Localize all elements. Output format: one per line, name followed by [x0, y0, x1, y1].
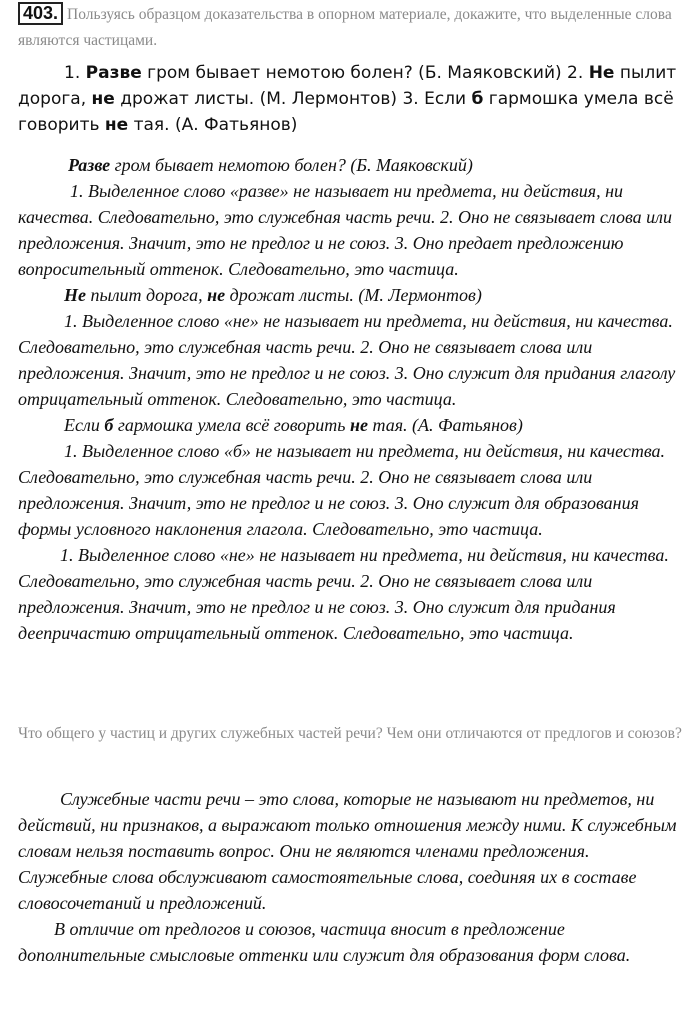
example-sentence-2: Не пылит дорога, не дрожат листы. (М. Лермонтов)	[64, 285, 482, 305]
answer-2-paragraph-1: Служебные части речи – это слова, которые не называют ни предметов, ни действий, ни признаков, а выражают только отношения между ними. К служебным словам нельзя поставить вопрос. Они не являются членами предложения. Служебные слова обслуживают самостоятельные слова, соединяя их в составе словосочетаний и предложений.	[18, 789, 677, 913]
proof-paragraph-3: 1. Выделенное слово «б» не называет ни предмета, ни действия, ни качества. Следовательно, это служебная часть речи. 2. Оно не связывает слова или предложения. Значит, это не предлог и не союз. 3. Оно служит для образования формы условного наклонения глагола. Следовательно, это частица.	[18, 441, 666, 539]
examples-block	[18, 60, 683, 138]
proof-paragraph-4: 1. Выделенное слово «не» не называет ни предмета, ни действия, ни качества. Следовательно, это служебная часть речи. 2. Оно не связывает слова или предложения. Значит, это не предлог и не союз. 3. Оно служит для придания деепричастию отрицательный оттенок. Следовательно, это частица.	[18, 545, 669, 643]
task-number: 403.	[18, 2, 63, 25]
task-instruction: Пользуясь образцом доказательства в опорном материале, докажите, что выделенные слова являются частицами.	[18, 6, 672, 49]
answer-2	[18, 786, 682, 968]
question-2: Что общего у частиц и других служебных частей речи? Чем они отличаются от предлогов и союзов?	[18, 725, 682, 742]
example-sentence-3: Если б гармошка умела всё говорить не тая. (А. Фатьянов)	[64, 415, 523, 435]
example-2: 2. Не пылит дорога, не дрожат листы. (М. Лермонтов)	[18, 63, 677, 109]
example-3: 3. Если б гармошка умела всё говорить не тая. (А. Фатьянов)	[18, 89, 674, 135]
proof-paragraph-1: 1. Выделенное слово «разве» не называет ни предмета, ни действия, ни качества. Следовательно, это служебная часть речи. 2. Оно не связывает слова или предложения. Значит, это не предлог и не союз. 3. Оно предает предложению вопросительный оттенок. Следовательно, это частица.	[18, 181, 672, 279]
task-header	[18, 2, 688, 54]
answer-2-paragraph-2: В отличие от предлогов и союзов, частица вносит в предложение дополнительные смысловые оттенки или служит для образования форм слова.	[18, 919, 631, 965]
example-sentence-1: Разве гром бывает немотою болен? (Б. Маяковский)	[68, 155, 473, 175]
answer-1	[18, 152, 682, 646]
proof-paragraph-2: 1. Выделенное слово «не» не называет ни предмета, ни действия, ни качества. Следовательно, это служебная часть речи. 2. Оно не связывает слова или предложения. Значит, это не предлог и не союз. 3. Оно служит для придания глаголу отрицательный оттенок. Следовательно, это частица.	[18, 311, 676, 409]
example-1: 1. Разве гром бывает немотою болен? (Б. Маяковский)	[64, 63, 562, 83]
